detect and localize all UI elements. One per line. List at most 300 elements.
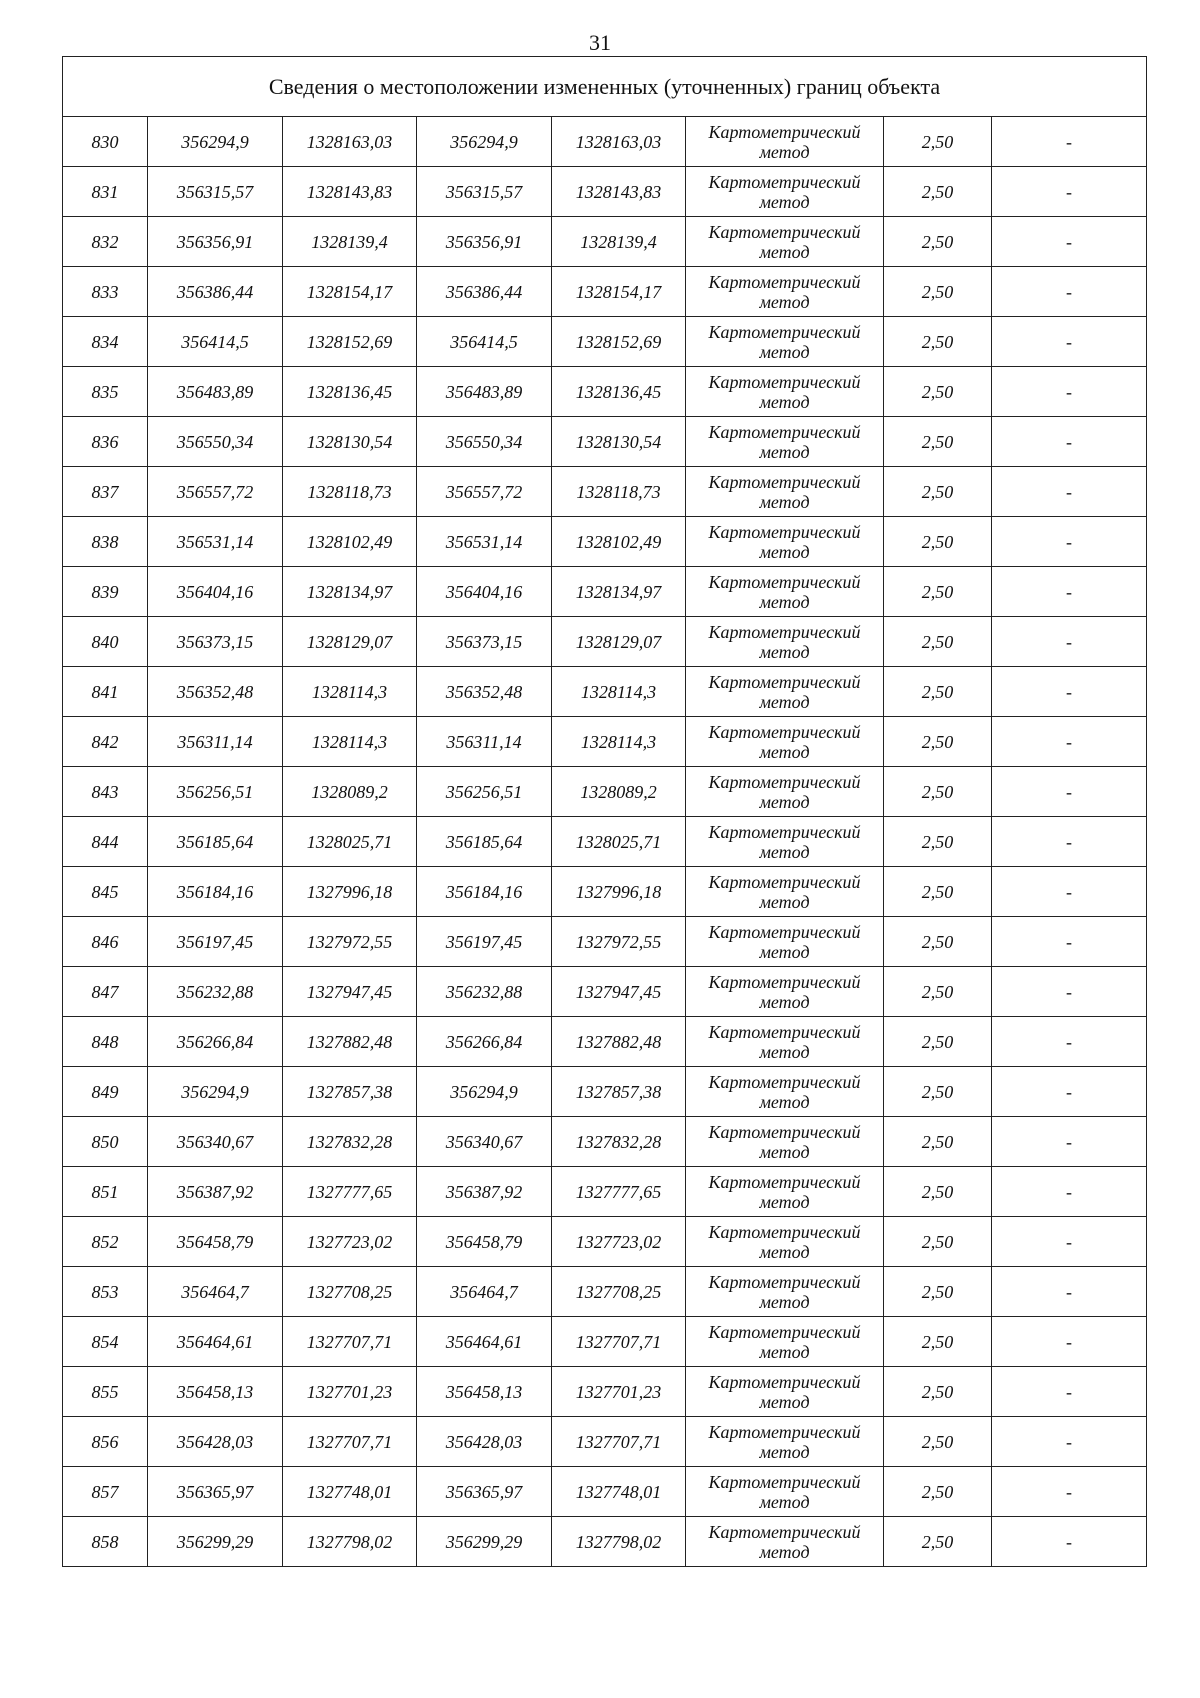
- existing-y-cell: 1328130,54: [283, 417, 417, 467]
- table-row: [63, 1167, 1147, 1217]
- table-row: [63, 1217, 1147, 1267]
- note-cell: -: [992, 717, 1147, 767]
- table-row: [63, 1467, 1147, 1517]
- method-cell: [686, 467, 884, 517]
- existing-x-cell: 356352,48: [148, 667, 283, 717]
- note-cell: -: [992, 417, 1147, 467]
- method-line-2: метод: [759, 1491, 810, 1512]
- refined-y-cell: 1328102,49: [552, 517, 686, 567]
- method-cell: [686, 1067, 884, 1117]
- method-cell: [686, 917, 884, 967]
- accuracy-cell: 2,50: [884, 1467, 992, 1517]
- existing-x-cell: 356294,9: [148, 1067, 283, 1117]
- method-line-2: метод: [759, 591, 810, 612]
- method-cell: [686, 1167, 884, 1217]
- method-line-2: метод: [759, 1541, 810, 1562]
- existing-x-cell: 356386,44: [148, 267, 283, 317]
- refined-x-cell: 356404,16: [417, 567, 552, 617]
- existing-y-cell: 1327857,38: [283, 1067, 417, 1117]
- existing-x-cell: 356184,16: [148, 867, 283, 917]
- note-cell: -: [992, 1017, 1147, 1067]
- refined-y-cell: 1328114,3: [552, 717, 686, 767]
- point-number-cell: 844: [63, 817, 148, 867]
- refined-x-cell: 356299,29: [417, 1517, 552, 1567]
- table-row: [63, 117, 1147, 167]
- method-line-2: метод: [759, 741, 810, 762]
- table-row: [63, 367, 1147, 417]
- table-row: [63, 767, 1147, 817]
- refined-y-cell: 1328152,69: [552, 317, 686, 367]
- accuracy-cell: 2,50: [884, 1367, 992, 1417]
- existing-y-cell: 1327701,23: [283, 1367, 417, 1417]
- refined-y-cell: 1327748,01: [552, 1467, 686, 1517]
- method-line-1: Картометрический: [708, 771, 861, 792]
- point-number-cell: 832: [63, 217, 148, 267]
- point-number-cell: 840: [63, 617, 148, 667]
- existing-y-cell: 1328102,49: [283, 517, 417, 567]
- refined-y-cell: 1328025,71: [552, 817, 686, 867]
- table-row: [63, 1417, 1147, 1467]
- refined-x-cell: 356294,9: [417, 117, 552, 167]
- note-cell: -: [992, 1217, 1147, 1267]
- method-line-1: Картометрический: [708, 321, 861, 342]
- existing-y-cell: 1328089,2: [283, 767, 417, 817]
- existing-y-cell: 1327882,48: [283, 1017, 417, 1067]
- existing-y-cell: 1328134,97: [283, 567, 417, 617]
- note-cell: -: [992, 467, 1147, 517]
- existing-x-cell: 356531,14: [148, 517, 283, 567]
- method-line-2: метод: [759, 1241, 810, 1262]
- point-number-cell: 831: [63, 167, 148, 217]
- method-line-1: Картометрический: [708, 1271, 861, 1292]
- accuracy-cell: 2,50: [884, 1117, 992, 1167]
- point-number-cell: 833: [63, 267, 148, 317]
- point-number-cell: 839: [63, 567, 148, 617]
- existing-y-cell: 1328152,69: [283, 317, 417, 367]
- existing-x-cell: 356197,45: [148, 917, 283, 967]
- refined-y-cell: 1327707,71: [552, 1417, 686, 1467]
- accuracy-cell: 2,50: [884, 567, 992, 617]
- existing-y-cell: 1327708,25: [283, 1267, 417, 1317]
- accuracy-cell: 2,50: [884, 117, 992, 167]
- note-cell: -: [992, 167, 1147, 217]
- method-line-1: Картометрический: [708, 421, 861, 442]
- method-cell: [686, 1017, 884, 1067]
- existing-y-cell: 1327777,65: [283, 1167, 417, 1217]
- method-cell: [686, 517, 884, 567]
- accuracy-cell: 2,50: [884, 717, 992, 767]
- table-row: [63, 417, 1147, 467]
- point-number-cell: 837: [63, 467, 148, 517]
- note-cell: -: [992, 1317, 1147, 1367]
- note-cell: -: [992, 767, 1147, 817]
- note-cell: -: [992, 317, 1147, 367]
- refined-y-cell: 1327707,71: [552, 1317, 686, 1367]
- table-row: [63, 867, 1147, 917]
- refined-x-cell: 356550,34: [417, 417, 552, 467]
- refined-x-cell: 356414,5: [417, 317, 552, 367]
- point-number-cell: 835: [63, 367, 148, 417]
- refined-x-cell: 356464,7: [417, 1267, 552, 1317]
- method-line-2: метод: [759, 1041, 810, 1062]
- method-line-1: Картометрический: [708, 171, 861, 192]
- table-row: [63, 1017, 1147, 1067]
- refined-y-cell: 1328114,3: [552, 667, 686, 717]
- accuracy-cell: 2,50: [884, 617, 992, 667]
- refined-y-cell: 1328134,97: [552, 567, 686, 617]
- table-title: Сведения о местоположении измененных (уточненных) границ объекта: [63, 57, 1147, 117]
- refined-x-cell: 356315,57: [417, 167, 552, 217]
- method-cell: [686, 167, 884, 217]
- method-line-1: Картометрический: [708, 371, 861, 392]
- method-cell: [686, 567, 884, 617]
- refined-x-cell: 356294,9: [417, 1067, 552, 1117]
- point-number-cell: 849: [63, 1067, 148, 1117]
- point-number-cell: 858: [63, 1517, 148, 1567]
- method-line-2: метод: [759, 1091, 810, 1112]
- existing-x-cell: 356483,89: [148, 367, 283, 417]
- table-row: [63, 617, 1147, 667]
- existing-x-cell: 356458,13: [148, 1367, 283, 1417]
- table-row: [63, 217, 1147, 267]
- existing-y-cell: 1327748,01: [283, 1467, 417, 1517]
- refined-y-cell: 1327777,65: [552, 1167, 686, 1217]
- method-line-2: метод: [759, 241, 810, 262]
- method-line-2: метод: [759, 991, 810, 1012]
- existing-x-cell: 356414,5: [148, 317, 283, 367]
- table-row: [63, 267, 1147, 317]
- method-cell: [686, 617, 884, 667]
- refined-x-cell: 356311,14: [417, 717, 552, 767]
- accuracy-cell: 2,50: [884, 1517, 992, 1567]
- accuracy-cell: 2,50: [884, 867, 992, 917]
- method-line-2: метод: [759, 491, 810, 512]
- method-line-2: метод: [759, 791, 810, 812]
- method-line-1: Картометрический: [708, 1171, 861, 1192]
- point-number-cell: 856: [63, 1417, 148, 1467]
- existing-x-cell: 356373,15: [148, 617, 283, 667]
- accuracy-cell: 2,50: [884, 1317, 992, 1367]
- existing-y-cell: 1328118,73: [283, 467, 417, 517]
- existing-y-cell: 1327972,55: [283, 917, 417, 967]
- method-line-1: Картометрический: [708, 1321, 861, 1342]
- refined-y-cell: 1327708,25: [552, 1267, 686, 1317]
- refined-x-cell: 356458,13: [417, 1367, 552, 1417]
- existing-y-cell: 1327707,71: [283, 1417, 417, 1467]
- refined-x-cell: 356340,67: [417, 1117, 552, 1167]
- refined-x-cell: 356356,91: [417, 217, 552, 267]
- existing-x-cell: 356311,14: [148, 717, 283, 767]
- method-line-2: метод: [759, 1441, 810, 1462]
- accuracy-cell: 2,50: [884, 467, 992, 517]
- refined-y-cell: 1327701,23: [552, 1367, 686, 1417]
- refined-y-cell: 1327832,28: [552, 1117, 686, 1167]
- note-cell: -: [992, 917, 1147, 967]
- method-cell: [686, 117, 884, 167]
- refined-x-cell: 356197,45: [417, 917, 552, 967]
- note-cell: -: [992, 267, 1147, 317]
- point-number-cell: 834: [63, 317, 148, 367]
- table-row: [63, 1067, 1147, 1117]
- method-line-2: метод: [759, 1341, 810, 1362]
- point-number-cell: 830: [63, 117, 148, 167]
- method-cell: [686, 817, 884, 867]
- refined-y-cell: 1327996,18: [552, 867, 686, 917]
- refined-x-cell: 356266,84: [417, 1017, 552, 1067]
- refined-x-cell: 356185,64: [417, 817, 552, 867]
- note-cell: -: [992, 117, 1147, 167]
- refined-y-cell: 1328163,03: [552, 117, 686, 167]
- refined-x-cell: 356184,16: [417, 867, 552, 917]
- method-line-2: метод: [759, 191, 810, 212]
- accuracy-cell: 2,50: [884, 1417, 992, 1467]
- refined-y-cell: 1328118,73: [552, 467, 686, 517]
- note-cell: -: [992, 617, 1147, 667]
- point-number-cell: 848: [63, 1017, 148, 1067]
- point-number-cell: 838: [63, 517, 148, 567]
- method-cell: [686, 1467, 884, 1517]
- existing-x-cell: 356232,88: [148, 967, 283, 1017]
- refined-x-cell: 356365,97: [417, 1467, 552, 1517]
- existing-y-cell: 1327707,71: [283, 1317, 417, 1367]
- refined-y-cell: 1328143,83: [552, 167, 686, 217]
- accuracy-cell: 2,50: [884, 517, 992, 567]
- existing-x-cell: 356340,67: [148, 1117, 283, 1167]
- existing-x-cell: 356356,91: [148, 217, 283, 267]
- table-title-row: [63, 57, 1147, 117]
- point-number-cell: 842: [63, 717, 148, 767]
- existing-x-cell: 356185,64: [148, 817, 283, 867]
- note-cell: -: [992, 567, 1147, 617]
- method-line-2: метод: [759, 691, 810, 712]
- method-line-1: Картометрический: [708, 671, 861, 692]
- table-row: [63, 1267, 1147, 1317]
- refined-x-cell: 356483,89: [417, 367, 552, 417]
- table-row: [63, 967, 1147, 1017]
- accuracy-cell: 2,50: [884, 1167, 992, 1217]
- refined-y-cell: 1328089,2: [552, 767, 686, 817]
- method-line-1: Картометрический: [708, 921, 861, 942]
- method-line-1: Картометрический: [708, 521, 861, 542]
- refined-y-cell: 1327857,38: [552, 1067, 686, 1117]
- accuracy-cell: 2,50: [884, 1067, 992, 1117]
- existing-x-cell: 356458,79: [148, 1217, 283, 1267]
- method-line-1: Картометрический: [708, 221, 861, 242]
- method-cell: [686, 1117, 884, 1167]
- method-cell: [686, 717, 884, 767]
- accuracy-cell: 2,50: [884, 367, 992, 417]
- method-line-2: метод: [759, 891, 810, 912]
- accuracy-cell: 2,50: [884, 667, 992, 717]
- method-line-2: метод: [759, 941, 810, 962]
- method-line-1: Картометрический: [708, 571, 861, 592]
- point-number-cell: 847: [63, 967, 148, 1017]
- method-line-1: Картометрический: [708, 1521, 861, 1542]
- method-line-1: Картометрический: [708, 1221, 861, 1242]
- existing-y-cell: 1327798,02: [283, 1517, 417, 1567]
- method-cell: [686, 767, 884, 817]
- note-cell: -: [992, 867, 1147, 917]
- accuracy-cell: 2,50: [884, 817, 992, 867]
- point-number-cell: 841: [63, 667, 148, 717]
- method-line-1: Картометрический: [708, 821, 861, 842]
- existing-y-cell: 1328129,07: [283, 617, 417, 667]
- method-line-2: метод: [759, 391, 810, 412]
- refined-x-cell: 356352,48: [417, 667, 552, 717]
- table-row: [63, 1117, 1147, 1167]
- refined-y-cell: 1327798,02: [552, 1517, 686, 1567]
- method-line-1: Картометрический: [708, 871, 861, 892]
- refined-x-cell: 356373,15: [417, 617, 552, 667]
- accuracy-cell: 2,50: [884, 917, 992, 967]
- table-row: [63, 517, 1147, 567]
- method-line-2: метод: [759, 841, 810, 862]
- existing-y-cell: 1328143,83: [283, 167, 417, 217]
- refined-x-cell: 356557,72: [417, 467, 552, 517]
- method-line-2: метод: [759, 291, 810, 312]
- note-cell: -: [992, 1517, 1147, 1567]
- existing-x-cell: 356404,16: [148, 567, 283, 617]
- existing-x-cell: 356550,34: [148, 417, 283, 467]
- method-line-2: метод: [759, 141, 810, 162]
- existing-x-cell: 356464,7: [148, 1267, 283, 1317]
- table-row: [63, 717, 1147, 767]
- method-cell: [686, 217, 884, 267]
- method-line-2: метод: [759, 1141, 810, 1162]
- accuracy-cell: 2,50: [884, 1267, 992, 1317]
- refined-y-cell: 1327882,48: [552, 1017, 686, 1067]
- table-row: [63, 1367, 1147, 1417]
- method-line-2: метод: [759, 541, 810, 562]
- method-line-1: Картометрический: [708, 471, 861, 492]
- method-line-2: метод: [759, 341, 810, 362]
- table-row: [63, 317, 1147, 367]
- note-cell: -: [992, 1117, 1147, 1167]
- method-cell: [686, 417, 884, 467]
- table-row: [63, 567, 1147, 617]
- method-cell: [686, 1517, 884, 1567]
- existing-y-cell: 1327996,18: [283, 867, 417, 917]
- existing-y-cell: 1327723,02: [283, 1217, 417, 1267]
- accuracy-cell: 2,50: [884, 967, 992, 1017]
- existing-x-cell: 356557,72: [148, 467, 283, 517]
- refined-y-cell: 1327947,45: [552, 967, 686, 1017]
- accuracy-cell: 2,50: [884, 1217, 992, 1267]
- method-line-1: Картометрический: [708, 1071, 861, 1092]
- method-line-1: Картометрический: [708, 271, 861, 292]
- table-row: [63, 467, 1147, 517]
- method-line-1: Картометрический: [708, 721, 861, 742]
- page-number: 31: [589, 30, 611, 55]
- refined-x-cell: 356387,92: [417, 1167, 552, 1217]
- method-line-2: метод: [759, 441, 810, 462]
- table-row: [63, 917, 1147, 967]
- accuracy-cell: 2,50: [884, 167, 992, 217]
- existing-x-cell: 356266,84: [148, 1017, 283, 1067]
- refined-y-cell: 1328130,54: [552, 417, 686, 467]
- method-cell: [686, 367, 884, 417]
- method-line-2: метод: [759, 1191, 810, 1212]
- accuracy-cell: 2,50: [884, 267, 992, 317]
- existing-y-cell: 1328136,45: [283, 367, 417, 417]
- method-cell: [686, 1267, 884, 1317]
- existing-y-cell: 1327947,45: [283, 967, 417, 1017]
- existing-y-cell: 1328114,3: [283, 667, 417, 717]
- point-number-cell: 843: [63, 767, 148, 817]
- point-number-cell: 851: [63, 1167, 148, 1217]
- note-cell: -: [992, 667, 1147, 717]
- method-line-1: Картометрический: [708, 971, 861, 992]
- method-line-1: Картометрический: [708, 1371, 861, 1392]
- method-cell: [686, 267, 884, 317]
- table-row: [63, 1517, 1147, 1567]
- existing-x-cell: 356387,92: [148, 1167, 283, 1217]
- point-number-cell: 846: [63, 917, 148, 967]
- note-cell: -: [992, 1367, 1147, 1417]
- point-number-cell: 855: [63, 1367, 148, 1417]
- existing-x-cell: 356294,9: [148, 117, 283, 167]
- point-number-cell: 857: [63, 1467, 148, 1517]
- point-number-cell: 853: [63, 1267, 148, 1317]
- existing-x-cell: 356365,97: [148, 1467, 283, 1517]
- point-number-cell: 845: [63, 867, 148, 917]
- existing-x-cell: 356464,61: [148, 1317, 283, 1367]
- refined-x-cell: 356428,03: [417, 1417, 552, 1467]
- accuracy-cell: 2,50: [884, 1017, 992, 1067]
- method-line-1: Картометрический: [708, 1021, 861, 1042]
- existing-x-cell: 356428,03: [148, 1417, 283, 1467]
- method-cell: [686, 667, 884, 717]
- note-cell: -: [992, 367, 1147, 417]
- method-line-1: Картометрический: [708, 1121, 861, 1142]
- method-line-2: метод: [759, 1391, 810, 1412]
- method-cell: [686, 867, 884, 917]
- note-cell: -: [992, 517, 1147, 567]
- accuracy-cell: 2,50: [884, 417, 992, 467]
- existing-y-cell: 1328154,17: [283, 267, 417, 317]
- existing-y-cell: 1328025,71: [283, 817, 417, 867]
- refined-x-cell: 356464,61: [417, 1317, 552, 1367]
- refined-y-cell: 1328139,4: [552, 217, 686, 267]
- refined-x-cell: 356458,79: [417, 1217, 552, 1267]
- existing-x-cell: 356299,29: [148, 1517, 283, 1567]
- existing-y-cell: 1328163,03: [283, 117, 417, 167]
- refined-x-cell: 356531,14: [417, 517, 552, 567]
- existing-x-cell: 356315,57: [148, 167, 283, 217]
- method-cell: [686, 1367, 884, 1417]
- note-cell: -: [992, 817, 1147, 867]
- note-cell: -: [992, 217, 1147, 267]
- note-cell: -: [992, 1417, 1147, 1467]
- note-cell: -: [992, 1267, 1147, 1317]
- method-cell: [686, 967, 884, 1017]
- point-number-cell: 836: [63, 417, 148, 467]
- note-cell: -: [992, 967, 1147, 1017]
- method-line-1: Картометрический: [708, 1421, 861, 1442]
- refined-x-cell: 356386,44: [417, 267, 552, 317]
- existing-x-cell: 356256,51: [148, 767, 283, 817]
- accuracy-cell: 2,50: [884, 767, 992, 817]
- method-cell: [686, 317, 884, 367]
- note-cell: -: [992, 1067, 1147, 1117]
- existing-y-cell: 1327832,28: [283, 1117, 417, 1167]
- method-cell: [686, 1417, 884, 1467]
- table-row: [63, 1317, 1147, 1367]
- refined-y-cell: 1328129,07: [552, 617, 686, 667]
- accuracy-cell: 2,50: [884, 317, 992, 367]
- refined-y-cell: 1328136,45: [552, 367, 686, 417]
- point-number-cell: 854: [63, 1317, 148, 1367]
